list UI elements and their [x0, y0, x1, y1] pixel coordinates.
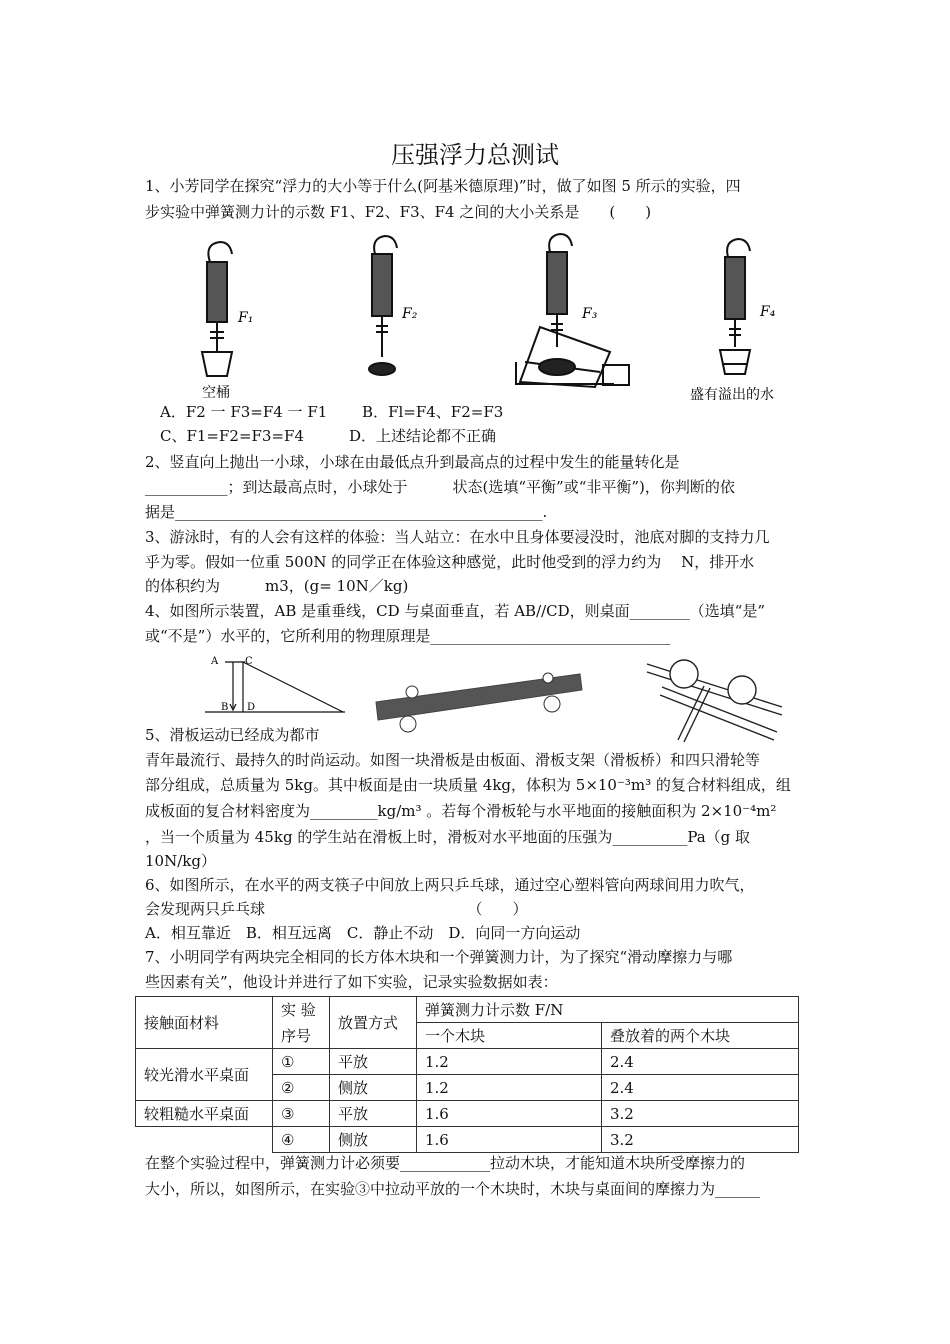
skateboard-figure	[368, 664, 590, 736]
cell-two: 2.4	[602, 1075, 799, 1101]
q5-line3: 部分组成，总质量为 5kg。其中板面是由一块质量 4kg，体积为 5×10⁻³m³ 的复合材料组成，组	[145, 776, 791, 794]
caption-empty-bucket: 空桶	[202, 385, 230, 401]
spring-scale-figure	[150, 232, 820, 404]
q7-line1: 7、小明同学有两块完全相同的长方体木块和一个弹簧测力计，为了探究“滑动摩擦力与哪	[145, 948, 733, 966]
q2-line1: 2、竖直向上抛出一小球，小球在由最低点升到最高点的过程中发生的能量转化是	[145, 453, 680, 471]
q1-line1: 1、小芳同学在探究“浮力的大小等于什么(阿基米德原理)”时，做了如图 5 所示的实验，四	[145, 177, 741, 195]
cell-two: 3.2	[602, 1101, 799, 1127]
cell-one: 1.2	[417, 1075, 602, 1101]
caption-overflow-water: 盛有溢出的水	[690, 387, 774, 403]
header-one-block: 一个木块	[417, 1023, 602, 1049]
ping-pong-figure	[642, 652, 792, 744]
spring-scale-4	[720, 239, 750, 374]
q1-options-cd: C、F1=F2=F3=F4 D．上述结论都不正确	[160, 427, 497, 445]
spring-scale-1	[202, 242, 232, 376]
surface-rough: 较粗糙水平桌面	[136, 1101, 273, 1127]
label-c: C	[245, 656, 253, 667]
cell-place: 平放	[330, 1049, 417, 1075]
spring-scale-2	[369, 236, 397, 375]
q6-line2: 会发现两只乒乓球 （ ）	[145, 900, 528, 918]
cell-two: 3.2	[602, 1127, 799, 1153]
q7-line2: 些因素有关”，他设计并进行了如下实验，记录实验数据如表：	[145, 973, 558, 991]
q1-line2: 步实验中弹簧测力计的示数 F1、F2、F3、F4 之间的大小关系是 ( )	[145, 203, 652, 221]
q5-line5: ，当一个质量为 45kg 的学生站在滑板上时，滑板对水平地面的压强为__________Pa（g 取	[145, 828, 751, 846]
cell-seq: ③	[273, 1101, 330, 1127]
q4-line2: 或“不是”）水平的，它所利用的物理原理是________________________________	[145, 627, 671, 645]
friction-data-table	[135, 996, 799, 1153]
table-row	[136, 1101, 799, 1127]
table-row	[136, 1127, 799, 1153]
header-seq-1: 实 验	[273, 997, 330, 1023]
q4-line1: 4、如图所示装置，AB 是重垂线，CD 与桌面垂直，若 AB//CD，则桌面________（选填“是”	[145, 602, 766, 620]
q5-line2: 青年最流行、最持久的时尚运动。如图一块滑板是由板面、滑板支架（滑板桥）和四只滑轮等	[145, 751, 761, 769]
q5-line1: 5、滑板运动已经成为都市	[145, 726, 320, 744]
label-f2: F₂	[402, 306, 418, 322]
label-f3: F₃	[582, 306, 598, 322]
surface-smooth: 较光滑水平桌面	[136, 1049, 273, 1101]
label-f1: F₁	[238, 310, 254, 326]
header-placement: 放置方式	[330, 997, 417, 1049]
cell-two: 2.4	[602, 1049, 799, 1075]
cell-seq: ①	[273, 1049, 330, 1075]
label-a: A	[211, 656, 219, 667]
label-d: D	[247, 702, 256, 713]
q3-line2: 乎为零。假如一位重 500N 的同学正在体验这种感觉，此时他受到的浮力约为 N，排开水	[145, 553, 755, 571]
q2-line3: 据是_________________________________________________.	[145, 503, 548, 521]
header-material: 接触面材料	[136, 997, 273, 1049]
label-f4: F₄	[760, 304, 776, 320]
q7-after1: 在整个实验过程中，弹簧测力计必须要____________拉动木块，才能知道木块所受摩擦力的	[145, 1154, 746, 1172]
cell-place: 侧放	[330, 1075, 417, 1101]
q2-line2: ___________；到达最高点时，小球处于 状态(选填“平衡”或“非平衡”)，你判断的依	[145, 478, 735, 496]
q6-line3: A．相互靠近 B．相互远离 C．静止不动 D．向同一方向运动	[145, 924, 581, 942]
q5-line4: 成板面的复合材料密度为_________kg/m³ 。若每个滑板轮与水平地面的接触面积为 2×10⁻⁴m²	[145, 802, 777, 820]
cell-place: 平放	[330, 1101, 417, 1127]
header-reading: 弹簧测力计示数 F/N	[417, 997, 799, 1023]
q1-options-ab: A．F2 一 F3=F4 一 F1 B．Fl=F4、F2=F3	[160, 403, 504, 421]
cell-one: 1.2	[417, 1049, 602, 1075]
cell-one: 1.6	[417, 1101, 602, 1127]
label-b: B	[221, 702, 229, 713]
plumb-line-figure	[205, 652, 355, 717]
header-seq-2: 序号	[273, 1023, 330, 1049]
cell-seq: ④	[273, 1127, 330, 1153]
q3-line3: 的体积约为 m3，(g= 10N／kg)	[145, 577, 409, 595]
cell-seq: ②	[273, 1075, 330, 1101]
page-title: 压强浮力总测试	[391, 141, 559, 169]
q5-line6: 10N/kg）	[145, 852, 216, 870]
q7-after2: 大小，所以，如图所示，在实验③中拉动平放的一个木块时，木块与桌面间的摩擦力为______	[145, 1180, 761, 1198]
q3-line1: 3、游泳时，有的人会有这样的体验：当人站立：在水中且身体要浸没时，池底对脚的支持力几	[145, 528, 770, 546]
cell-one: 1.6	[417, 1127, 602, 1153]
cell-place: 侧放	[330, 1127, 417, 1153]
spring-scale-3	[516, 234, 629, 387]
table-row	[136, 1049, 799, 1075]
header-two-blocks: 叠放着的两个木块	[602, 1023, 799, 1049]
q6-line1: 6、如图所示，在水平的两支筷子中间放上两只乒乓球，通过空心塑料管向两球间用力吹气，	[145, 876, 755, 894]
